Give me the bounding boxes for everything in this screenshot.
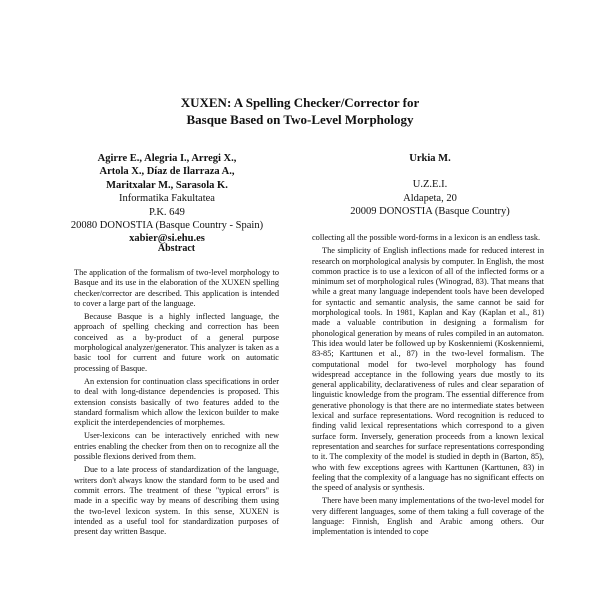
- abstract-paragraph-5: Due to a late process of standardization of the language, writers don't always know the standard form to be used and commit errors. The treatment of these "typical errors" is made in a specific way by means of describing them using the two-level lexicon system. In this sense, XUXEN is intended as a useful tool for standardization purposes of present day written Basque.: [74, 465, 279, 537]
- author-names-line-1: Agirre E., Alegria I., Arregi X.,: [97, 153, 237, 164]
- right-column: [312, 233, 544, 541]
- abstract-paragraph-2: Because Basque is a highly inflected language, the approach of spelling checking and correction has been conceived as a by-product of a general purpose morphological analyzer/generator. This analyzer is taken as a basic tool for current and future work on automatic processing of Basque.: [74, 312, 279, 373]
- title-line-1: XUXEN: A Spelling Checker/Corrector for: [180, 95, 420, 110]
- body-paragraph-1: collecting all the possible word-forms in a lexicon is an endless task.: [312, 233, 541, 242]
- title-line-2: Basque Based on Two-Level Morphology: [186, 112, 414, 127]
- author-block-right: [320, 152, 540, 219]
- abstract-paragraph-1: The application of the formalism of two-level morphology to Basque and its use in the elaboration of the XUXEN spelling checker/corrector are described. This application is intended to cover a large part of the language.: [74, 268, 279, 308]
- author-email: xabier@si.ehu.es: [129, 233, 205, 245]
- affiliation-right-line-2: Aldapeta, 20: [403, 192, 457, 204]
- body-paragraph-3: There have been many implementations of the two-level model for very different languages, some of them taking a full coverage of the language: Finnish, English and Arabic among others. Our implementation is intended to cope: [312, 496, 544, 537]
- author-names-line-2: Artola X., Díaz de Ilarraza A.,: [99, 166, 235, 178]
- left-column: [74, 243, 279, 540]
- paper-title: [0, 94, 600, 128]
- author-name-right: Urkia M.: [409, 153, 451, 164]
- affiliation-line-2: P.K. 649: [149, 206, 185, 218]
- affiliation-line-3: 20080 DONOSTIA (Basque Country - Spain): [70, 220, 264, 232]
- author-names-line-3: Maritxalar M., Sarasola K.: [106, 179, 228, 191]
- affiliation-right-line-3: 20009 DONOSTIA (Basque Country): [350, 206, 510, 218]
- author-block-left: [62, 152, 272, 246]
- affiliation-right-line-1: U.Z.E.I.: [412, 179, 448, 191]
- affiliation-line-1: Informatika Fakultatea: [119, 193, 215, 205]
- abstract-paragraph-3: An extension for continuation class specifications in order to deal with long-distance dependencies is proposed. This extension consists basically of two features added to the standard formalism which allow the lexicon builder to make explicit the interdependencies of morphemes.: [74, 376, 279, 428]
- abstract-paragraph-4: User-lexicons can be interactively enriched with new entries enabling the checker from then on to recognize all the possible flexions derived from them.: [74, 431, 279, 462]
- abstract-heading: Abstract: [157, 243, 196, 254]
- body-paragraph-2: The simplicity of English inflections made for reduced interest in research on morphological analysis by computer. In English, the most common practice is to use a lexicon of all of the inflected forms or a minimum set of morphological rules (Winograd, 83). That means that while a great many language independent tools have been developed for syntactic and semantic analysis, the same cannot be said for morphological tools. In 1981, Kaplan and Kay (Kaplan et al., 81) made a valuable contribution in designing a formalism for phonological generation by means of rules compiled in an automaton. This idea would later be followed up by Koskenniemi (Koskenniemi, 83-85; Karttunen et al., 87) in the two-level formalism. The computational model for two-level morphology has found widespread acceptance in the following years due mostly to its general applicability, declarativeness of rules and clear separation of linguistic knowledge from the program. The essential difference from generative phonology is that there are no intermediate states between lexical and surface representations. Word recognition is reduced to finding valid lexical representations which correspond to a given surface form. Inversely, generation proceeds from a known lexical representation and searches for surface representations corresponding to it. The complexity of the model is studied in depth in (Barton, 85), who with few exceptions agrees with Karttunen (Karttunen, 83) in feeling that the complexity of a language has no significant effects on the speed of analysis or synthesis.: [312, 246, 544, 493]
